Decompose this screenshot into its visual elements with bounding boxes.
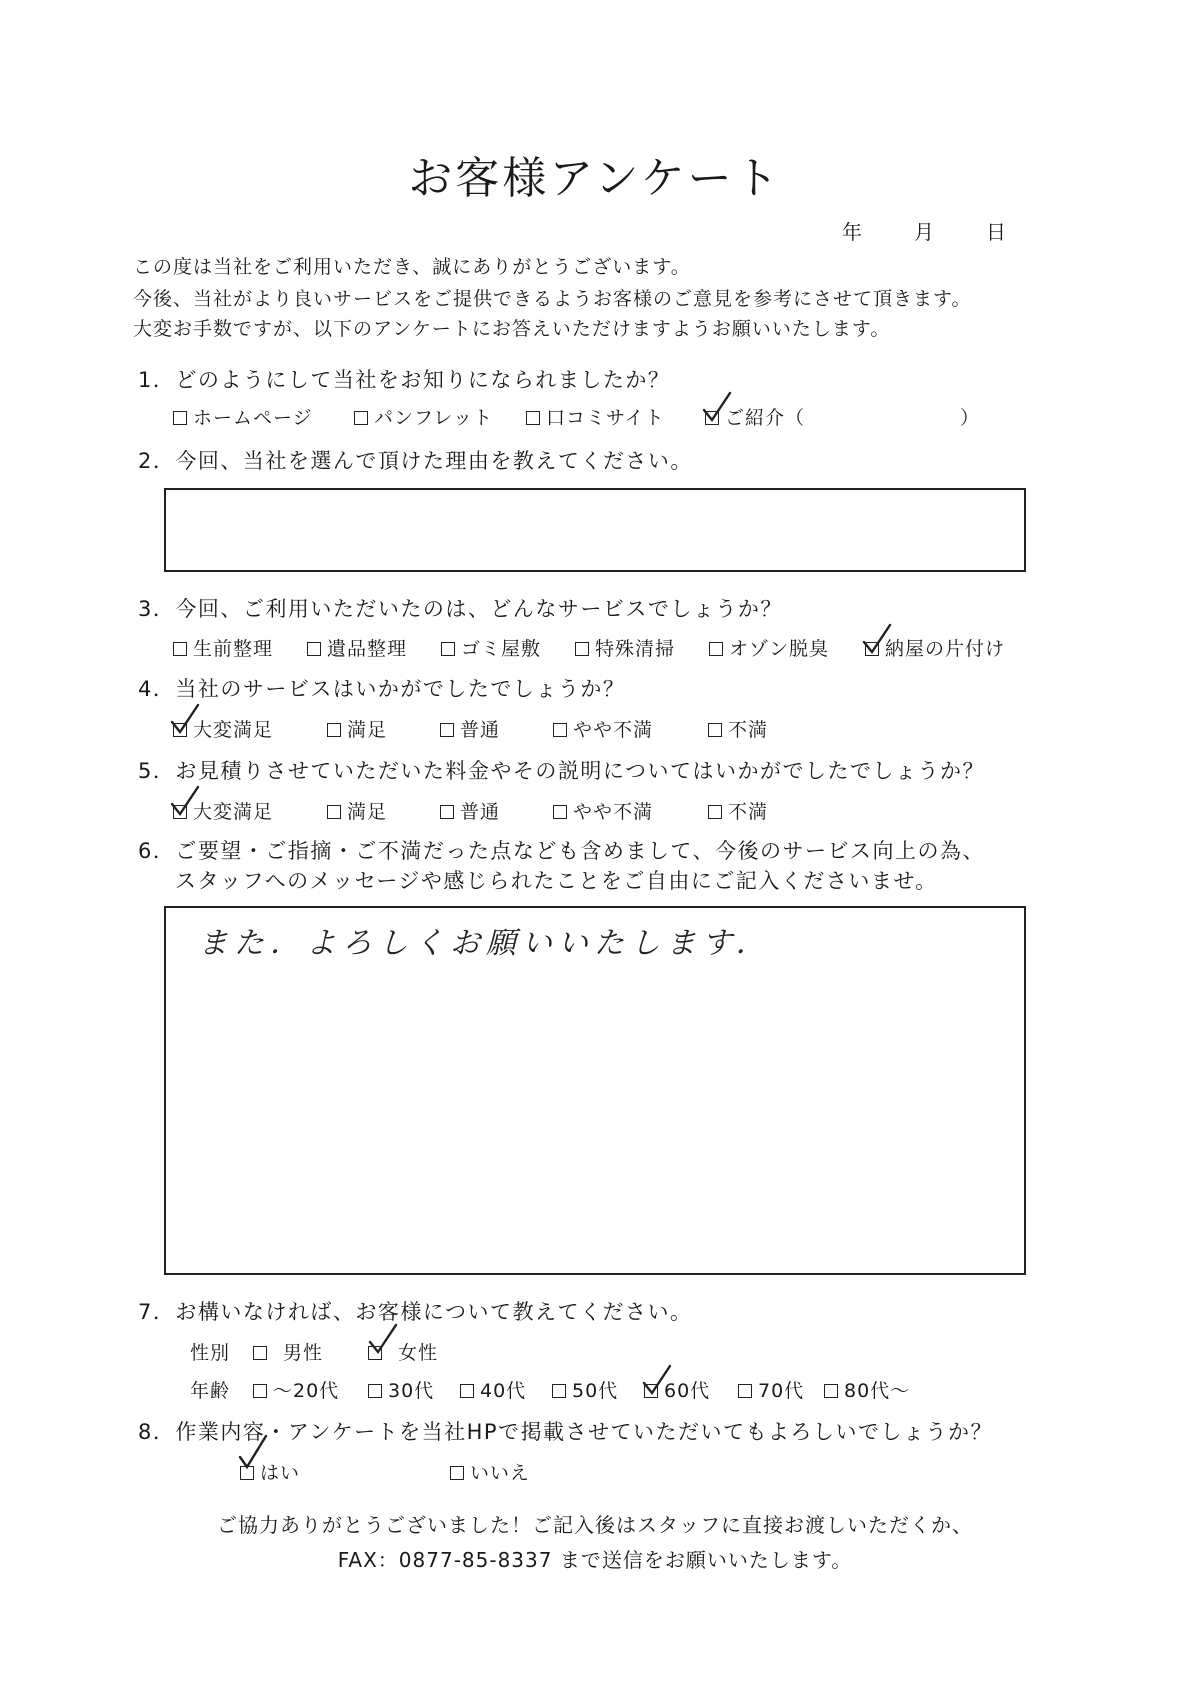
- intro-line-3: 大変お手数ですが、以下のアンケートにお答えいただけますようお願いいたします。: [133, 318, 891, 340]
- date-month-label: 月: [914, 220, 934, 244]
- gender-label: 性別: [190, 1342, 231, 1364]
- question-3-label: 3．今回、ご利用いただいたのは、どんなサービスでしょうか？: [138, 597, 783, 621]
- checkbox[interactable]: [450, 1466, 464, 1480]
- checkmark-icon: [236, 1433, 270, 1471]
- age-option-under-20[interactable]: ～20代: [253, 1376, 339, 1403]
- checkbox[interactable]: [327, 805, 341, 819]
- question-4-label: 4．当社のサービスはいかがでしたでしょうか？: [138, 677, 626, 701]
- age-option-30s[interactable]: 30代: [368, 1376, 434, 1403]
- checkbox[interactable]: [824, 1384, 838, 1398]
- checkbox[interactable]: [327, 723, 341, 737]
- q3-option-naya[interactable]: 納屋の片付け: [865, 634, 1005, 661]
- footer-fax: FAX：0877-85-8337 まで送信をお願いいたします。: [337, 1548, 853, 1572]
- q8-option-yes[interactable]: はい: [240, 1458, 300, 1485]
- checkbox[interactable]: [173, 411, 187, 425]
- question-8-label: 8．作業内容・アンケートを当社HPで掲載させていただいてもよろしいでしょうか？: [138, 1420, 994, 1444]
- question-1-label: 1．どのようにして当社をお知りになられましたか？: [138, 368, 671, 392]
- age-option-40s[interactable]: 40代: [460, 1376, 526, 1403]
- q4-option-very-satisfied[interactable]: 大変満足: [173, 715, 273, 742]
- checkbox[interactable]: [440, 805, 454, 819]
- checkmark-icon: [700, 390, 734, 424]
- survey-title: お客様アンケート: [408, 153, 782, 204]
- checkbox[interactable]: [575, 642, 589, 656]
- checkbox[interactable]: [708, 805, 722, 819]
- checkmark-icon: [168, 784, 202, 818]
- checkbox[interactable]: [253, 1384, 267, 1398]
- question-6-label-line-2: スタッフへのメッセージや感じられたことをご自由にご記入くださいませ。: [175, 869, 938, 893]
- q4-option-slightly-dissatisfied[interactable]: やや不満: [553, 715, 653, 742]
- q5-option-satisfied[interactable]: 満足: [327, 797, 387, 824]
- q3-option-gomiyashiki[interactable]: ゴミ屋敷: [441, 634, 541, 661]
- checkbox[interactable]: [173, 642, 187, 656]
- checkbox[interactable]: [441, 642, 455, 656]
- age-option-70s[interactable]: 70代: [738, 1376, 804, 1403]
- age-label: 年齢: [190, 1380, 231, 1402]
- checkbox[interactable]: [553, 723, 567, 737]
- checkbox[interactable]: [553, 805, 567, 819]
- question-2-label: 2．今回、当社を選んで頂けた理由を教えてください。: [138, 449, 693, 473]
- q3-option-tokushu[interactable]: 特殊清掃: [575, 634, 675, 661]
- checkmark-icon: [168, 702, 202, 736]
- checkbox[interactable]: [307, 642, 321, 656]
- q1-option-pamphlet[interactable]: パンフレット: [354, 403, 493, 430]
- q1-referral-close-paren: ）: [960, 407, 981, 429]
- q3-option-seizen[interactable]: 生前整理: [173, 634, 273, 661]
- checkbox[interactable]: [709, 642, 723, 656]
- checkbox[interactable]: [738, 1384, 752, 1398]
- q3-option-ozone[interactable]: オゾン脱臭: [709, 634, 829, 661]
- intro-line-2: 今後、当社がより良いサービスをご提供できるようお客様のご意見を参考にさせて頂きます。: [133, 288, 972, 310]
- checkbox[interactable]: [460, 1384, 474, 1398]
- q5-option-dissatisfied[interactable]: 不満: [708, 797, 768, 824]
- date-year-label: 年: [842, 220, 862, 244]
- question-7-label: 7．お構いなければ、お客様について教えてください。: [138, 1300, 693, 1324]
- age-option-80s-plus[interactable]: 80代～: [824, 1376, 910, 1403]
- age-option-60s[interactable]: 60代: [644, 1376, 710, 1403]
- checkbox[interactable]: [368, 1384, 382, 1398]
- q1-option-homepage[interactable]: ホームページ: [173, 403, 313, 430]
- q6-handwritten-answer: また．よろしくお願いいたします．: [198, 926, 772, 961]
- q4-option-dissatisfied[interactable]: 不満: [708, 715, 768, 742]
- age-option-50s[interactable]: 50代: [552, 1376, 618, 1403]
- q5-option-normal[interactable]: 普通: [440, 797, 500, 824]
- checkbox[interactable]: [552, 1384, 566, 1398]
- checkbox[interactable]: [708, 723, 722, 737]
- date-day-label: 日: [986, 220, 1006, 244]
- q8-option-no[interactable]: いいえ: [450, 1458, 530, 1485]
- q5-option-slightly-dissatisfied[interactable]: やや不満: [553, 797, 653, 824]
- checkbox[interactable]: [253, 1346, 267, 1360]
- q4-option-normal[interactable]: 普通: [440, 715, 500, 742]
- q1-option-review-site[interactable]: 口コミサイト: [526, 403, 665, 430]
- q4-option-satisfied[interactable]: 満足: [327, 715, 387, 742]
- checkbox[interactable]: [440, 723, 454, 737]
- q1-option-referral[interactable]: ご紹介（: [705, 403, 805, 430]
- footer-thanks: ご協力ありがとうございました！ご記入後はスタッフに直接お渡しいただくか、: [217, 1513, 973, 1537]
- checkbox[interactable]: [526, 411, 540, 425]
- gender-option-female[interactable]: 女性: [368, 1338, 438, 1365]
- question-6-label-line-1: 6．ご要望・ご指摘・ご不満だった点なども含めまして、今後のサービス向上の為、: [138, 839, 985, 863]
- checkbox[interactable]: [354, 411, 368, 425]
- q3-option-ihin[interactable]: 遺品整理: [307, 634, 407, 661]
- q5-option-very-satisfied[interactable]: 大変満足: [173, 797, 273, 824]
- question-5-label: 5．お見積りさせていただいた料金やその説明についてはいかがでしたでしょうか？: [138, 759, 985, 783]
- intro-line-1: この度は当社をご利用いただき、誠にありがとうございます。: [133, 256, 691, 278]
- checkmark-icon: [640, 1363, 674, 1397]
- checkmark-icon: [860, 622, 894, 656]
- checkmark-icon: [366, 1322, 400, 1356]
- gender-option-male[interactable]: 男性: [253, 1338, 323, 1365]
- q2-answer-box[interactable]: [164, 488, 1026, 572]
